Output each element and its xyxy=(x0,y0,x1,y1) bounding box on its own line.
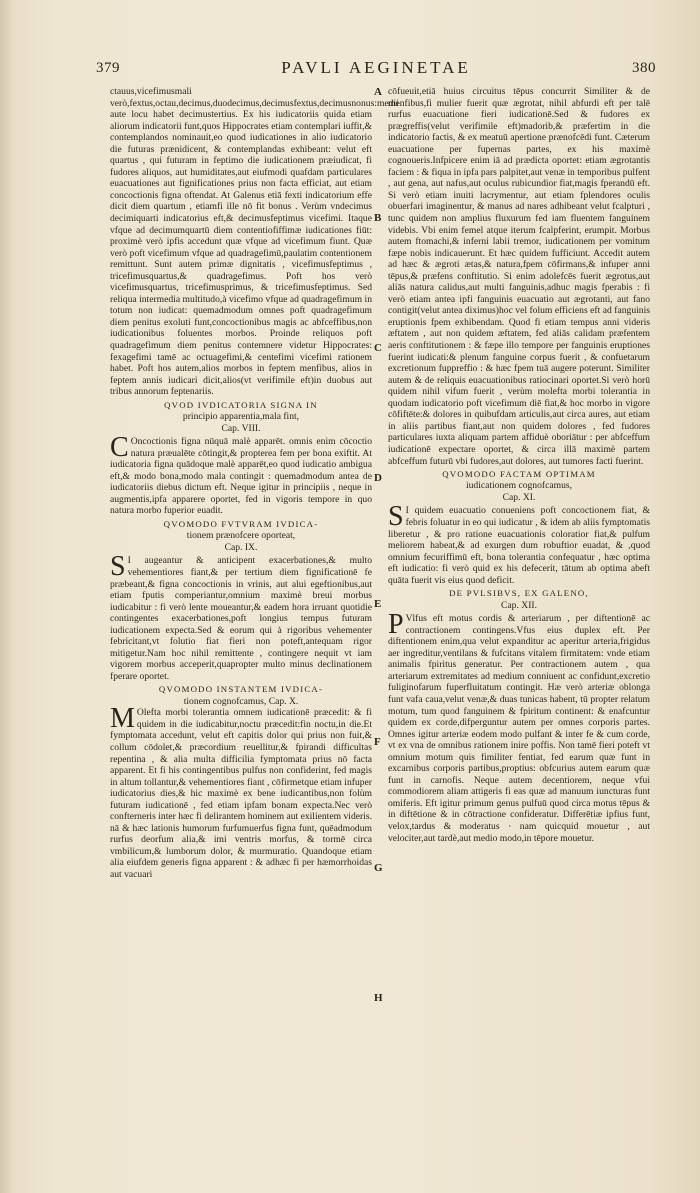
chapter-8-subtitle: principio apparentia,mala fint, xyxy=(182,411,300,423)
gutter-shadow xyxy=(0,0,14,1193)
chapter-12-body xyxy=(388,609,650,844)
page-header xyxy=(96,58,656,82)
margin-marker-c: C xyxy=(374,342,382,354)
chapter-9-heading: QVOMODO FVTVRAM IVDICA- xyxy=(163,519,319,529)
margin-marker-a: A xyxy=(374,86,382,98)
chapter-8-dropcap: C xyxy=(110,432,129,464)
chapter-9-dropcap: S xyxy=(110,551,126,583)
running-title: PAVLI AEGINETAE xyxy=(281,58,471,77)
chapter-11-cap: Cap. XI. xyxy=(502,491,536,503)
margin-marker-e: E xyxy=(374,598,382,610)
chapter-10-text: Olefta morbi tolerantia omnem iudicationē præcedit: & fi quidem in die iudicabitur,noctu præcedit:fin noctu,in die.Et fymptomata accedunt, velut eft capitis dolor qui prius non fuit,& collum cōdolet,& præcordium reuellitur,& fpirandi difficultas repentina , & alia multa difficilia fymptomata prius nō facta apparent. Et fi his contingentibus pulfus non confiderint, fed magis in altum tollantur,& vehementiores fiant , cōfirmetque etiam infuper iudicatorius dies,& hic maximè ex bene iudicantibus,non folùm futuram iudicationē , fed etiam ipfam bonam expecta.Nec verò confterneris inter hæc fi delirantem hominem aut exilientem videris. nā & hæc lationis humorum furfumuerfus figna funt, quēadmodum rurfus deorfum alia,& imi ventris morfus, & tormē circa vmbilicum,& lumborum dolor, & murmuratio. Quandoque etiam alia eiufdem generis figna apparent : & adhæc fi per hæmorrhoidas aut vacuari xyxy=(110,707,372,880)
chapter-10-heading: QVOMODO INSTANTEM IVDICA- xyxy=(158,684,324,695)
margin-marker-b: B xyxy=(374,212,382,224)
chapter-10-dropcap: M xyxy=(110,703,135,735)
left-page-number: 379 xyxy=(96,60,120,76)
left-paragraph-1: ctauus,vicefimusmali verò,fextus,octau,decimus,duodecimus,decimusfextus,decimusnonus:medii aute locu habet decimustertius. Ex his iudicatoriis quida etiam aliorum indicatorii funt,quos Hippocrates etiam contemplari iuffit,& contemplandos nominauit,eo quod iudicationes in alio iudicatorio die futuras prænidicent, & contemplandas exhibeant: velut eft quartus , qui futuram in feptimo die iudicationem præiudicat, fi fudores aliquos, aut humiditates,aut eiufmodi quafdam particulares euacuationes aut fignificationes prius non facta efficiat, aut etiam concoctionis figna oftendat. At Galenus etiā fexti indicatorium effe dicit diem quartum , etiamfi ille nō fit bonus . Verùm vndecimus decimiquarti indicatorius eft,& decimusfeptimus vicefimi. Itaque vfque ad decimumquartū diem contentiofiffimæ iudicationes fiūt: proximè verò ipfis accedunt quæ vfque ad vicefimum fiunt. Quæ verò poft vicefimum vfque ad quadragefimū,paulatim contentionem remittunt. Sunt autem primæ dignitatis , vicefimusfeptimus , tricefimusquartus,& quadragefimus. Poft hos verò vicefimusquartus, tricefimusprimus, & tricefimusfeptimus. Sed reliqua intermedia multitudo,à vicefimo vfque ad quadragefimum in totum non iudicat: quemadmodum omnes poft quadragefimum diem penitus exoluti funt,concoctionibus magis ac abfceffibus,non iudicationibus foluentes morbos. Proinde reliquos poft quadragefimum diem penitus contemnere videtur Hippocrates: fexagefimi tamē ac octuagefimi,& centefimi vicefimi rationem habet. Poft hos autem,alios morbos in feptem menfibus, alios in feptem annis iudicari dicit,alios(vt verifimile eft)in duobus aut tribus annorum feptenariis. xyxy=(110,86,399,398)
right-page-number: 380 xyxy=(632,60,656,76)
chapter-8-body xyxy=(110,432,372,517)
chapter-11-heading: QVOMODO FACTAM OPTIMAM xyxy=(442,469,596,480)
right-column xyxy=(388,86,650,844)
margin-marker-f: F xyxy=(374,736,381,748)
margin-marker-g: G xyxy=(374,862,383,874)
chapter-12-heading: DE PVLSIBVS, EX GALENO, xyxy=(449,588,589,599)
chapter-12-text: Vlfus eft motus cordis & arteriarum , per diftentionē ac contractionem contingens.Vfus eius duplex eft. Per diftentionem enim,qua velut expanditur ac aperitur arteria,frigidus aer ingreditur,ventilans & fufcitans vitalem firmitatem: vnde etiam animalis fpiritus generatur. Per contractionem autem , qua arteriarum extremitates ad medium conniuent ac confidunt,excretio fuliginofarum fuperfluitatum contingit. Hæ verò arteriæ oblonga funt vafa caua,velut venæ,& duas tunicas habent, tū propter relatum motum, tum quod fanguinem & fpiritum continent: & enafcuntur quidem ex corde,difperguntur autem per omnes corporis partes. Omnes igitur arteriæ eodem modo pulfant & inter fe & cum corde, vt ex vna de omnibus rationem inire poffis. Non tamē fieri poteft vt omnium motum quis fimiliter fentiat, fed earum quæ funt in excarnibus corporis partibus,proptius: obfcurius autem earum quæ funt in carnofis. Neque autem decentiorem, neque vfui commodiorem aliam attigeris fi eas quæ ad manuum iuncturas funt omiferis. Eft igitur primum genus pulfuū quod circa motus tēpus & in diftētione & in cōtractione confideratur. Differētiæ ipfius funt, velox,tardus & moderatus · nam quicquid mouetur , aut velociter,aut tardè,aut medio modo,in tēpore mouetur. xyxy=(388,613,650,844)
chapter-9-body xyxy=(110,551,372,682)
chapter-9-text: I augeantur & anticipent exacerbationes,& multo vehementiores fiant,& per tertium diem fignificationē fe præbeant,& figna concoctionis in vrinis, aut alui egeftionibus,aut etiam fputis comperiantur,omnium maximè breui morbus iudicabitur : fi verò lente moueantur,& eadem hora irruant quotidie contingentes exacerbationes,poft longius tempus futuram iudicationem expecta.Sed & eorum qui à rigoribus vehementer febricitant,vt folutio fiat fieri non poteft,antequam rigor mitigetur.Nam hoc nihil remittente , contingere nequit vt iam vigorem morbus acceperit,quapropter multo minus declinationem fperare oportet. xyxy=(110,555,372,682)
margin-marker-h: H xyxy=(374,992,383,1004)
chapter-12-cap: Cap. XII. xyxy=(501,599,537,611)
chapter-11-text: I quidem euacuatio conueniens poft concoctionem fiat, & febris foluatur in eo qui iudicatur , & idem ab aliis fymptomatis liberetur , & pro ratione euacuationis coloratior fiat,& pulfum meliorem habeat,& ad exurgen dum robuftior euadat, & ,quod omnium fecuriffimū eft, bona tolerantia confequatur , hæc optima eft iudicatio: fi verò quid ex his defecerit, tātum ab optima abeft quāta fuerit vis eius quod deficit. xyxy=(388,505,650,586)
chapter-9-subtitle: tionem prænofcere oporteat, xyxy=(186,530,296,542)
chapter-11-dropcap: S xyxy=(388,501,404,533)
margin-marker-d: D xyxy=(374,472,382,484)
chapter-9-cap: Cap. IX. xyxy=(224,541,258,553)
chapter-10-body xyxy=(110,703,372,880)
left-column xyxy=(110,86,399,881)
chapter-8-cap: Cap. VIII. xyxy=(221,422,261,434)
chapter-11-body xyxy=(388,501,650,586)
chapter-8-text: Oncoctionis figna nūquā malè apparēt. omnis enim cōcoctio natura præualēte cōtingit,& propterea fem per bona exiftit. At iudicatoria figna quādoque malè apparēt,eo quod iudicatio ambigua eft,& modo bona,modo mala contingit : quemadmodum antea de iudicatoriis diebus dictum eft. Neque igitur in principiis , neque in augmentis,ipfa apparere oportet, fed in vigoris tempore in quo natura morbo fuperior euadit. xyxy=(110,436,372,517)
chapter-8-heading: QVOD IVDICATORIA SIGNA IN xyxy=(164,399,318,410)
chapter-10-subtitle: tionem cognofcamus, Cap. X. xyxy=(183,695,299,707)
chapter-11-subtitle: iudicationem cognofcamus, xyxy=(465,480,573,492)
chapter-12-dropcap: P xyxy=(388,609,404,641)
right-paragraph-1: cōfueuit,etiā huius circuitus tēpus concurrit Similiter & de menfibus,fi mulier fuerit quæ ægrotat, nihil abfurdi eft per talē rurfus euacuatione fieri iudicationē.Sed & fudores ex prægreffis(velut verifimile eft)madorib,& præfertim in die indicatorio factis, & ex meatuū apertione prænofcēdi funt. Cæterum euacuatione per fupernas partes, ex his maximè cognoueris.Infpicere enim iā ad prædicta oportet: etiam ægrotantis faciem : & fiqua in ipfa pars palpitet,aut venæ in temporibus pulfent , aut gena, aut nafus,aut oculus rubicundior fiat,magis fperandū eft. Si verò etiam inuiti lacrymentur, aut etiam fplendores oculis obuerfari imaginentur, & manus ad nares adhibeant velut fcalpturi , tunc quidem non amplius fluxurum fed iam fluentem fanguinem videbis. Vbi enim femel atque iterum fcalpferint, erumpit. Morbus autem ftomachi,& inferni labii tremor, iudicationem per vomitum fæpe nobis indicauerunt. Et hæc quidem fufficiunt. Accedit autem ad hæc & ægroti ætas,& natura,fpem cōfirmans,& infuper anni tēpus,& præfens conftitutio. Si enim adolefcēs fuerit ægrotus,aut aliās natura calidus,aut multi fanguinis,adhuc magis fperabis : fi verò etiam antea ipfi fanguinis euacuatio aut ægrotanti, aut fano contigit(velut antea diximus)hoc vel folum efficiens eft ad fanguinis eruptionis fpem exhibendam. Quod fi etiam tempus anni videris æftatem , aut non quidem æftatem, fed aliās calidam præfentem aeris conftitutionem : & fæpe illo tempore per fanguinis eruptiones fuerint iudicati:& plenum fanguine corpus fuerit , & confuetarum excretionum fuppreffio : & hæc fpem tuā augere poterunt. Similiter autem & de reliquis euacuationibus ratiocinari oportet.Si verò horū quidem nihil vifum fuerit , verùm molefta morbi tolerantia in quodam iudicatorio poft vicefimum diē fiat,& hoc morbo in vigore cōfiftēte:& dolores in quibufdam articulis,aut circa aures, aut etiam in aliis partibus fiant,aut non quidem dolores , fed fudores particulares iuxta aliquam partem affiduè oboriātur : per abfceffum iudicationē expectare oportet, & circa illā maximè partem abfceffum futurū vbi fudores,aut dolores, aut tumores facti fuerint. xyxy=(388,86,650,467)
